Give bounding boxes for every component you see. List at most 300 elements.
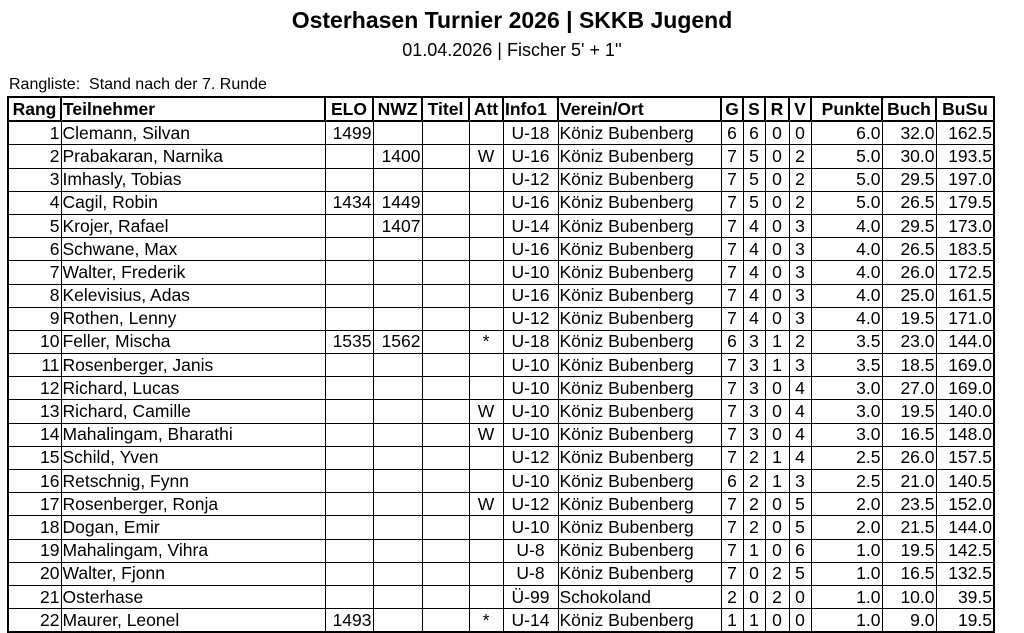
cell-info1: U-16 bbox=[503, 191, 558, 214]
cell-busu: 157.5 bbox=[936, 446, 994, 469]
cell-club: Köniz Bubenberg bbox=[558, 609, 721, 633]
cell-games: 7 bbox=[721, 214, 743, 237]
table-row bbox=[8, 377, 994, 400]
cell-elo bbox=[325, 307, 373, 330]
cell-busu: 148.0 bbox=[936, 423, 994, 446]
cell-wins: 6 bbox=[743, 121, 765, 145]
cell-rank: 7 bbox=[8, 261, 61, 284]
table-row bbox=[8, 423, 994, 446]
cell-points: 3.5 bbox=[811, 330, 882, 353]
cell-nwz bbox=[373, 423, 422, 446]
cell-participant: Walter, Frederik bbox=[61, 261, 325, 284]
cell-elo bbox=[325, 585, 373, 608]
cell-buchholz: 27.0 bbox=[882, 377, 936, 400]
table-row bbox=[8, 493, 994, 516]
cell-title bbox=[422, 539, 469, 562]
cell-buchholz: 19.5 bbox=[882, 307, 936, 330]
cell-title bbox=[422, 121, 469, 145]
cell-losses: 4 bbox=[789, 423, 811, 446]
cell-points: 4.0 bbox=[811, 307, 882, 330]
cell-elo bbox=[325, 238, 373, 261]
cell-rank: 16 bbox=[8, 470, 61, 493]
cell-rank: 20 bbox=[8, 562, 61, 585]
cell-club: Köniz Bubenberg bbox=[558, 307, 721, 330]
cell-club: Köniz Bubenberg bbox=[558, 377, 721, 400]
cell-nwz bbox=[373, 585, 422, 608]
table-row bbox=[8, 284, 994, 307]
cell-elo bbox=[325, 539, 373, 562]
column-header-points: Punkte bbox=[811, 97, 882, 121]
cell-nwz bbox=[373, 446, 422, 469]
column-header-rank: Rang bbox=[8, 97, 61, 121]
cell-info1: U-10 bbox=[503, 470, 558, 493]
column-header-nwz: NWZ bbox=[373, 97, 422, 121]
cell-wins: 3 bbox=[743, 354, 765, 377]
cell-draws: 0 bbox=[765, 493, 789, 516]
column-header-title: Titel bbox=[422, 97, 469, 121]
cell-buchholz: 25.0 bbox=[882, 284, 936, 307]
cell-club: Köniz Bubenberg bbox=[558, 191, 721, 214]
table-row bbox=[8, 261, 994, 284]
cell-club: Köniz Bubenberg bbox=[558, 145, 721, 168]
table-row bbox=[8, 446, 994, 469]
cell-att bbox=[469, 191, 503, 214]
cell-games: 2 bbox=[721, 585, 743, 608]
cell-draws: 1 bbox=[765, 354, 789, 377]
cell-points: 3.0 bbox=[811, 423, 882, 446]
cell-draws: 0 bbox=[765, 516, 789, 539]
cell-elo bbox=[325, 377, 373, 400]
cell-busu: 193.5 bbox=[936, 145, 994, 168]
cell-games: 7 bbox=[721, 377, 743, 400]
cell-att bbox=[469, 446, 503, 469]
cell-participant: Clemann, Silvan bbox=[61, 121, 325, 145]
cell-club: Köniz Bubenberg bbox=[558, 330, 721, 353]
cell-busu: 19.5 bbox=[936, 609, 994, 633]
cell-games: 7 bbox=[721, 307, 743, 330]
cell-games: 7 bbox=[721, 423, 743, 446]
cell-points: 2.5 bbox=[811, 470, 882, 493]
cell-participant: Kelevisius, Adas bbox=[61, 284, 325, 307]
cell-nwz bbox=[373, 261, 422, 284]
cell-points: 4.0 bbox=[811, 261, 882, 284]
cell-info1: U-16 bbox=[503, 284, 558, 307]
cell-buchholz: 19.5 bbox=[882, 539, 936, 562]
cell-elo bbox=[325, 261, 373, 284]
cell-points: 5.0 bbox=[811, 191, 882, 214]
cell-nwz: 1562 bbox=[373, 330, 422, 353]
cell-rank: 3 bbox=[8, 168, 61, 191]
table-row bbox=[8, 307, 994, 330]
cell-busu: 169.0 bbox=[936, 377, 994, 400]
cell-games: 7 bbox=[721, 516, 743, 539]
page-subtitle: 01.04.2026 | Fischer 5' + 1'' bbox=[402, 40, 622, 60]
cell-info1: U-14 bbox=[503, 214, 558, 237]
cell-att bbox=[469, 562, 503, 585]
cell-points: 1.0 bbox=[811, 585, 882, 608]
cell-rank: 18 bbox=[8, 516, 61, 539]
cell-games: 7 bbox=[721, 284, 743, 307]
cell-rank: 5 bbox=[8, 214, 61, 237]
cell-club: Köniz Bubenberg bbox=[558, 284, 721, 307]
cell-draws: 1 bbox=[765, 446, 789, 469]
cell-elo bbox=[325, 493, 373, 516]
cell-att bbox=[469, 261, 503, 284]
cell-info1: U-10 bbox=[503, 354, 558, 377]
column-header-info1: Info1 bbox=[503, 97, 558, 121]
cell-elo bbox=[325, 400, 373, 423]
table-row bbox=[8, 539, 994, 562]
cell-elo: 1535 bbox=[325, 330, 373, 353]
cell-info1: U-16 bbox=[503, 145, 558, 168]
cell-rank: 10 bbox=[8, 330, 61, 353]
cell-games: 7 bbox=[721, 238, 743, 261]
cell-rank: 2 bbox=[8, 145, 61, 168]
column-header-att: Att bbox=[469, 97, 503, 121]
cell-nwz bbox=[373, 121, 422, 145]
cell-wins: 4 bbox=[743, 307, 765, 330]
cell-points: 5.0 bbox=[811, 168, 882, 191]
cell-losses: 3 bbox=[789, 238, 811, 261]
cell-nwz bbox=[373, 284, 422, 307]
cell-info1: U-16 bbox=[503, 238, 558, 261]
cell-club: Köniz Bubenberg bbox=[558, 261, 721, 284]
table-row bbox=[8, 516, 994, 539]
cell-wins: 4 bbox=[743, 214, 765, 237]
cell-participant: Walter, Fjonn bbox=[61, 562, 325, 585]
cell-points: 4.0 bbox=[811, 284, 882, 307]
cell-rank: 1 bbox=[8, 121, 61, 145]
cell-title bbox=[422, 238, 469, 261]
cell-att: * bbox=[469, 609, 503, 633]
cell-info1: U-10 bbox=[503, 400, 558, 423]
cell-losses: 3 bbox=[789, 470, 811, 493]
table-row bbox=[8, 145, 994, 168]
cell-club: Köniz Bubenberg bbox=[558, 121, 721, 145]
cell-nwz: 1449 bbox=[373, 191, 422, 214]
cell-losses: 5 bbox=[789, 562, 811, 585]
cell-busu: 132.5 bbox=[936, 562, 994, 585]
cell-busu: 39.5 bbox=[936, 585, 994, 608]
cell-elo bbox=[325, 354, 373, 377]
cell-busu: 144.0 bbox=[936, 330, 994, 353]
cell-participant: Richard, Lucas bbox=[61, 377, 325, 400]
cell-nwz: 1407 bbox=[373, 214, 422, 237]
cell-games: 1 bbox=[721, 609, 743, 633]
table-row bbox=[8, 470, 994, 493]
cell-draws: 0 bbox=[765, 423, 789, 446]
cell-rank: 4 bbox=[8, 191, 61, 214]
cell-info1: U-10 bbox=[503, 423, 558, 446]
cell-draws: 0 bbox=[765, 539, 789, 562]
cell-nwz bbox=[373, 470, 422, 493]
cell-points: 5.0 bbox=[811, 145, 882, 168]
cell-losses: 3 bbox=[789, 307, 811, 330]
cell-points: 1.0 bbox=[811, 539, 882, 562]
cell-points: 1.0 bbox=[811, 609, 882, 633]
cell-losses: 6 bbox=[789, 539, 811, 562]
cell-title bbox=[422, 145, 469, 168]
cell-participant: Osterhase bbox=[61, 585, 325, 608]
column-header-elo: ELO bbox=[325, 97, 373, 121]
column-header-losses: V bbox=[789, 97, 811, 121]
cell-info1: U-12 bbox=[503, 493, 558, 516]
cell-att bbox=[469, 377, 503, 400]
cell-games: 7 bbox=[721, 145, 743, 168]
cell-club: Köniz Bubenberg bbox=[558, 214, 721, 237]
cell-buchholz: 23.0 bbox=[882, 330, 936, 353]
table-row bbox=[8, 354, 994, 377]
cell-title bbox=[422, 562, 469, 585]
cell-title bbox=[422, 400, 469, 423]
cell-title bbox=[422, 609, 469, 633]
cell-club: Köniz Bubenberg bbox=[558, 400, 721, 423]
cell-busu: 144.0 bbox=[936, 516, 994, 539]
cell-draws: 1 bbox=[765, 470, 789, 493]
cell-wins: 5 bbox=[743, 145, 765, 168]
cell-att: W bbox=[469, 145, 503, 168]
cell-elo: 1493 bbox=[325, 609, 373, 633]
cell-busu: 179.5 bbox=[936, 191, 994, 214]
ranking-table bbox=[7, 96, 995, 633]
cell-info1: U-12 bbox=[503, 307, 558, 330]
cell-losses: 2 bbox=[789, 191, 811, 214]
cell-participant: Mahalingam, Vihra bbox=[61, 539, 325, 562]
cell-buchholz: 26.0 bbox=[882, 446, 936, 469]
cell-games: 7 bbox=[721, 493, 743, 516]
cell-club: Köniz Bubenberg bbox=[558, 470, 721, 493]
cell-draws: 0 bbox=[765, 377, 789, 400]
cell-title bbox=[422, 354, 469, 377]
cell-losses: 3 bbox=[789, 214, 811, 237]
cell-participant: Maurer, Leonel bbox=[61, 609, 325, 633]
cell-buchholz: 23.5 bbox=[882, 493, 936, 516]
cell-wins: 0 bbox=[743, 562, 765, 585]
cell-rank: 9 bbox=[8, 307, 61, 330]
cell-nwz bbox=[373, 562, 422, 585]
cell-buchholz: 32.0 bbox=[882, 121, 936, 145]
cell-draws: 1 bbox=[765, 330, 789, 353]
cell-elo: 1499 bbox=[325, 121, 373, 145]
cell-att bbox=[469, 284, 503, 307]
column-header-club: Verein/Ort bbox=[558, 97, 721, 121]
cell-busu: 171.0 bbox=[936, 307, 994, 330]
cell-wins: 4 bbox=[743, 261, 765, 284]
cell-draws: 0 bbox=[765, 284, 789, 307]
cell-points: 3.0 bbox=[811, 400, 882, 423]
cell-rank: 22 bbox=[8, 609, 61, 633]
cell-club: Köniz Bubenberg bbox=[558, 423, 721, 446]
column-header-wins: S bbox=[743, 97, 765, 121]
cell-club: Köniz Bubenberg bbox=[558, 539, 721, 562]
cell-elo bbox=[325, 470, 373, 493]
cell-wins: 3 bbox=[743, 400, 765, 423]
cell-draws: 0 bbox=[765, 307, 789, 330]
cell-att bbox=[469, 516, 503, 539]
cell-rank: 6 bbox=[8, 238, 61, 261]
cell-participant: Cagil, Robin bbox=[61, 191, 325, 214]
cell-title bbox=[422, 330, 469, 353]
cell-rank: 13 bbox=[8, 400, 61, 423]
table-row bbox=[8, 400, 994, 423]
cell-buchholz: 29.5 bbox=[882, 214, 936, 237]
cell-att: W bbox=[469, 493, 503, 516]
cell-rank: 15 bbox=[8, 446, 61, 469]
cell-draws: 2 bbox=[765, 562, 789, 585]
cell-losses: 0 bbox=[789, 121, 811, 145]
cell-participant: Richard, Camille bbox=[61, 400, 325, 423]
cell-wins: 2 bbox=[743, 446, 765, 469]
cell-games: 7 bbox=[721, 261, 743, 284]
cell-att bbox=[469, 470, 503, 493]
cell-att bbox=[469, 238, 503, 261]
table-row bbox=[8, 191, 994, 214]
column-header-games: G bbox=[721, 97, 743, 121]
cell-info1: Ü-99 bbox=[503, 585, 558, 608]
cell-games: 6 bbox=[721, 330, 743, 353]
cell-att: * bbox=[469, 330, 503, 353]
cell-losses: 2 bbox=[789, 145, 811, 168]
cell-title bbox=[422, 493, 469, 516]
cell-wins: 3 bbox=[743, 330, 765, 353]
cell-att bbox=[469, 354, 503, 377]
cell-info1: U-12 bbox=[503, 446, 558, 469]
cell-losses: 3 bbox=[789, 284, 811, 307]
cell-draws: 0 bbox=[765, 168, 789, 191]
cell-wins: 4 bbox=[743, 284, 765, 307]
cell-losses: 4 bbox=[789, 377, 811, 400]
cell-games: 7 bbox=[721, 539, 743, 562]
cell-nwz bbox=[373, 238, 422, 261]
cell-buchholz: 29.5 bbox=[882, 168, 936, 191]
cell-busu: 142.5 bbox=[936, 539, 994, 562]
cell-participant: Imhasly, Tobias bbox=[61, 168, 325, 191]
cell-wins: 5 bbox=[743, 168, 765, 191]
cell-elo bbox=[325, 562, 373, 585]
cell-buchholz: 16.5 bbox=[882, 562, 936, 585]
cell-participant: Rosenberger, Ronja bbox=[61, 493, 325, 516]
cell-nwz bbox=[373, 377, 422, 400]
cell-busu: 183.5 bbox=[936, 238, 994, 261]
cell-nwz bbox=[373, 307, 422, 330]
cell-att bbox=[469, 307, 503, 330]
cell-participant: Schwane, Max bbox=[61, 238, 325, 261]
cell-elo bbox=[325, 214, 373, 237]
cell-info1: U-12 bbox=[503, 168, 558, 191]
cell-nwz bbox=[373, 168, 422, 191]
cell-att: W bbox=[469, 423, 503, 446]
cell-losses: 5 bbox=[789, 516, 811, 539]
cell-buchholz: 16.5 bbox=[882, 423, 936, 446]
cell-wins: 5 bbox=[743, 191, 765, 214]
cell-losses: 2 bbox=[789, 168, 811, 191]
cell-nwz bbox=[373, 354, 422, 377]
cell-att bbox=[469, 539, 503, 562]
cell-att bbox=[469, 168, 503, 191]
cell-att bbox=[469, 121, 503, 145]
cell-club: Köniz Bubenberg bbox=[558, 168, 721, 191]
cell-busu: 172.5 bbox=[936, 261, 994, 284]
cell-att bbox=[469, 585, 503, 608]
cell-wins: 2 bbox=[743, 493, 765, 516]
column-header-buchholz: Buch bbox=[882, 97, 936, 121]
cell-att: W bbox=[469, 400, 503, 423]
cell-participant: Mahalingam, Bharathi bbox=[61, 423, 325, 446]
cell-wins: 2 bbox=[743, 516, 765, 539]
cell-club: Köniz Bubenberg bbox=[558, 493, 721, 516]
cell-busu: 173.0 bbox=[936, 214, 994, 237]
cell-title bbox=[422, 470, 469, 493]
cell-games: 7 bbox=[721, 446, 743, 469]
cell-title bbox=[422, 261, 469, 284]
cell-title bbox=[422, 446, 469, 469]
ranking-body bbox=[8, 121, 994, 632]
cell-draws: 0 bbox=[765, 214, 789, 237]
cell-club: Köniz Bubenberg bbox=[558, 238, 721, 261]
cell-title bbox=[422, 307, 469, 330]
cell-losses: 0 bbox=[789, 609, 811, 633]
cell-participant: Schild, Yven bbox=[61, 446, 325, 469]
cell-participant: Dogan, Emir bbox=[61, 516, 325, 539]
cell-rank: 8 bbox=[8, 284, 61, 307]
cell-buchholz: 26.5 bbox=[882, 238, 936, 261]
cell-title bbox=[422, 191, 469, 214]
cell-nwz bbox=[373, 516, 422, 539]
cell-rank: 14 bbox=[8, 423, 61, 446]
column-header-busu: BuSu bbox=[936, 97, 994, 121]
cell-games: 6 bbox=[721, 121, 743, 145]
table-row bbox=[8, 609, 994, 633]
cell-games: 6 bbox=[721, 470, 743, 493]
cell-elo bbox=[325, 516, 373, 539]
cell-losses: 4 bbox=[789, 446, 811, 469]
cell-buchholz: 9.0 bbox=[882, 609, 936, 633]
cell-draws: 0 bbox=[765, 238, 789, 261]
cell-elo bbox=[325, 446, 373, 469]
cell-club: Köniz Bubenberg bbox=[558, 446, 721, 469]
cell-title bbox=[422, 284, 469, 307]
cell-busu: 197.0 bbox=[936, 168, 994, 191]
cell-points: 2.5 bbox=[811, 446, 882, 469]
cell-buchholz: 30.0 bbox=[882, 145, 936, 168]
column-header-draws: R bbox=[765, 97, 789, 121]
table-row bbox=[8, 238, 994, 261]
cell-games: 7 bbox=[721, 562, 743, 585]
cell-draws: 0 bbox=[765, 609, 789, 633]
cell-wins: 3 bbox=[743, 377, 765, 400]
cell-title bbox=[422, 516, 469, 539]
cell-draws: 0 bbox=[765, 121, 789, 145]
cell-att bbox=[469, 214, 503, 237]
cell-title bbox=[422, 168, 469, 191]
cell-draws: 0 bbox=[765, 400, 789, 423]
cell-wins: 1 bbox=[743, 539, 765, 562]
cell-draws: 0 bbox=[765, 191, 789, 214]
cell-points: 4.0 bbox=[811, 214, 882, 237]
cell-points: 2.0 bbox=[811, 516, 882, 539]
cell-info1: U-8 bbox=[503, 562, 558, 585]
cell-participant: Prabakaran, Narnika bbox=[61, 145, 325, 168]
table-row bbox=[8, 562, 994, 585]
cell-rank: 12 bbox=[8, 377, 61, 400]
cell-club: Schokoland bbox=[558, 585, 721, 608]
cell-title bbox=[422, 377, 469, 400]
cell-participant: Rothen, Lenny bbox=[61, 307, 325, 330]
cell-draws: 0 bbox=[765, 145, 789, 168]
cell-nwz bbox=[373, 609, 422, 633]
cell-losses: 3 bbox=[789, 354, 811, 377]
cell-wins: 1 bbox=[743, 609, 765, 633]
